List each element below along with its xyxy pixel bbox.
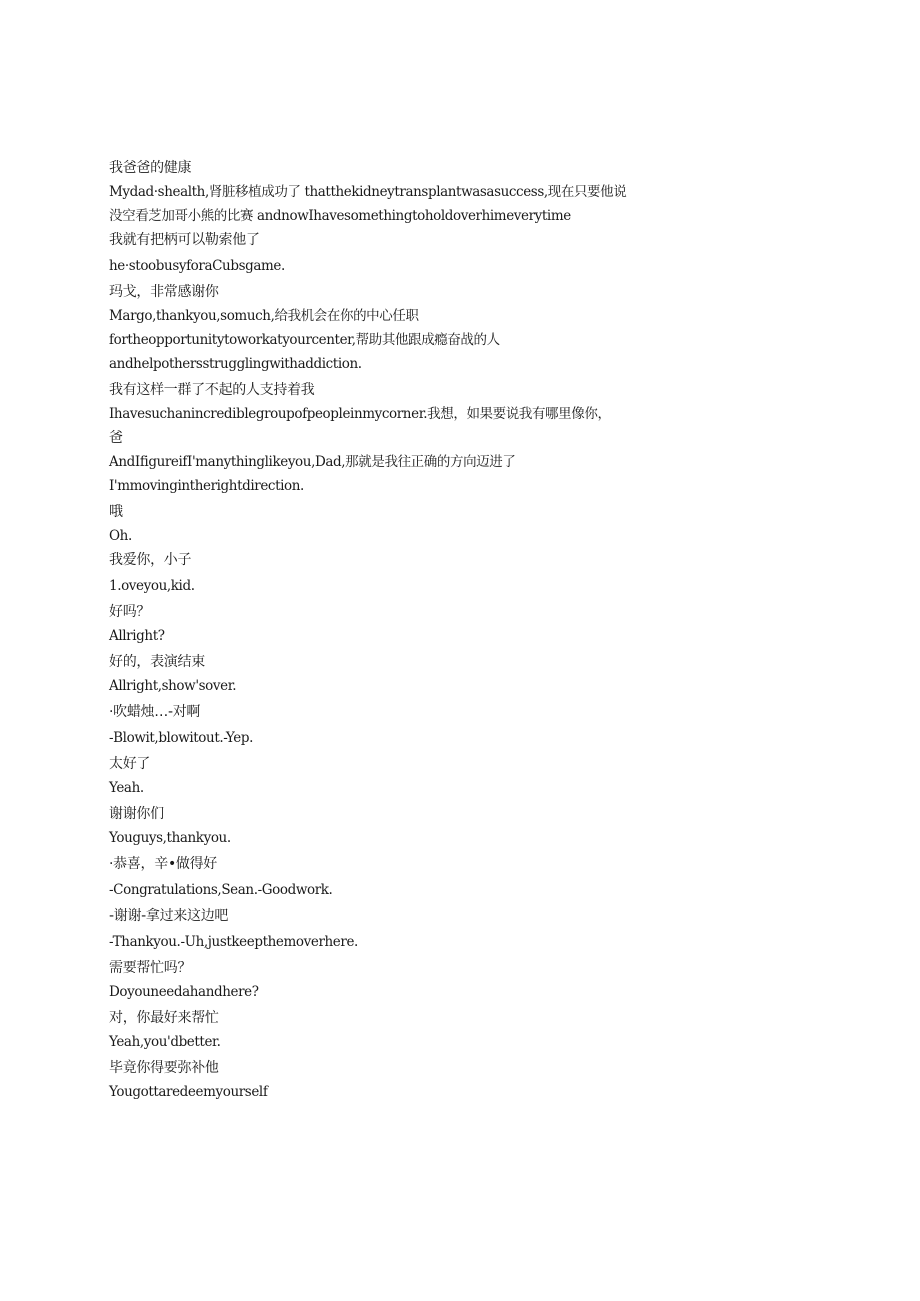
transcript-line: I'mmovingintherightdirection. [109,478,304,494]
transcript-line: 我爱你，小子 [109,552,192,568]
transcript-line: 哦 [109,504,123,520]
transcript-line: 太好了 [109,756,151,772]
transcript-line: 玛戈，非常感谢你 [109,284,219,300]
transcript-line: Mydad·shealth,肾脏移植成功了 thatthekidneytransplantwasasuccess,现在只要他说 [109,184,627,200]
transcript-line: -Blowit,blowitout.-Yep. [109,730,253,746]
subtitle-transcript [109,160,669,1101]
transcript-line: 毕竟你得要弥补他 [109,1060,219,1076]
transcript-line: Yougottaredeemyourself [109,1084,268,1100]
transcript-line: -Congratulations,Sean.-Goodwork. [109,882,333,898]
transcript-line: 我就有把柄可以勒索他了 [109,232,260,248]
transcript-line: ·恭喜，辛•做得好 [109,856,218,872]
transcript-line: ·吹蜡烛…-对啊 [109,704,201,720]
transcript-line: AndIfigureifI'manythinglikeyou,Dad,那就是我往正确的方向迈进了 [109,454,516,470]
transcript-line: andhelpothersstrugglingwithaddiction. [109,356,362,372]
transcript-line: Yeah,you'dbetter. [109,1034,221,1050]
transcript-line: 需要帮忙吗？ [109,960,192,976]
transcript-line: Yeah. [109,780,144,796]
transcript-line: Doyouneedahandhere? [109,984,259,1000]
transcript-line: 我爸爸的健康 [109,160,192,176]
transcript-line: Ihavesuchanincrediblegroupofpeopleinmycorner.我想，如果要说我有哪里像你， [109,406,611,422]
transcript-line: -Thankyou.-Uh,justkeepthemoverhere. [109,934,358,950]
transcript-line: Allright? [109,628,165,644]
transcript-line: -谢谢-拿过来这边吧 [109,908,229,924]
transcript-line: 谢谢你们 [109,806,164,822]
transcript-line: Margo,thankyou,somuch,给我机会在你的中心任职 [109,308,419,324]
transcript-line: Youguys,thankyou. [109,830,231,846]
transcript-line: Allright,show'sover. [109,678,237,694]
transcript-line: 好的，表演结束 [109,654,205,670]
transcript-line: 1.oveyou,kid. [109,578,195,594]
transcript-line: 我有这样一群了不起的人支持着我 [109,382,315,398]
transcript-line: Oh. [109,528,132,544]
transcript-line: 对，你最好来帮忙 [109,1010,219,1026]
transcript-line: 没空看芝加哥小熊的比赛 andnowIhavesomethingtoholdoverhimeverytime [109,208,571,224]
transcript-line: he·stoobusyforaCubsgame. [109,258,285,274]
transcript-line: 爸 [109,430,123,446]
transcript-line: fortheopportunitytoworkatyourcenter,帮助其他跟成瘾奋战的人 [109,332,500,348]
transcript-line: 好吗？ [109,604,151,620]
